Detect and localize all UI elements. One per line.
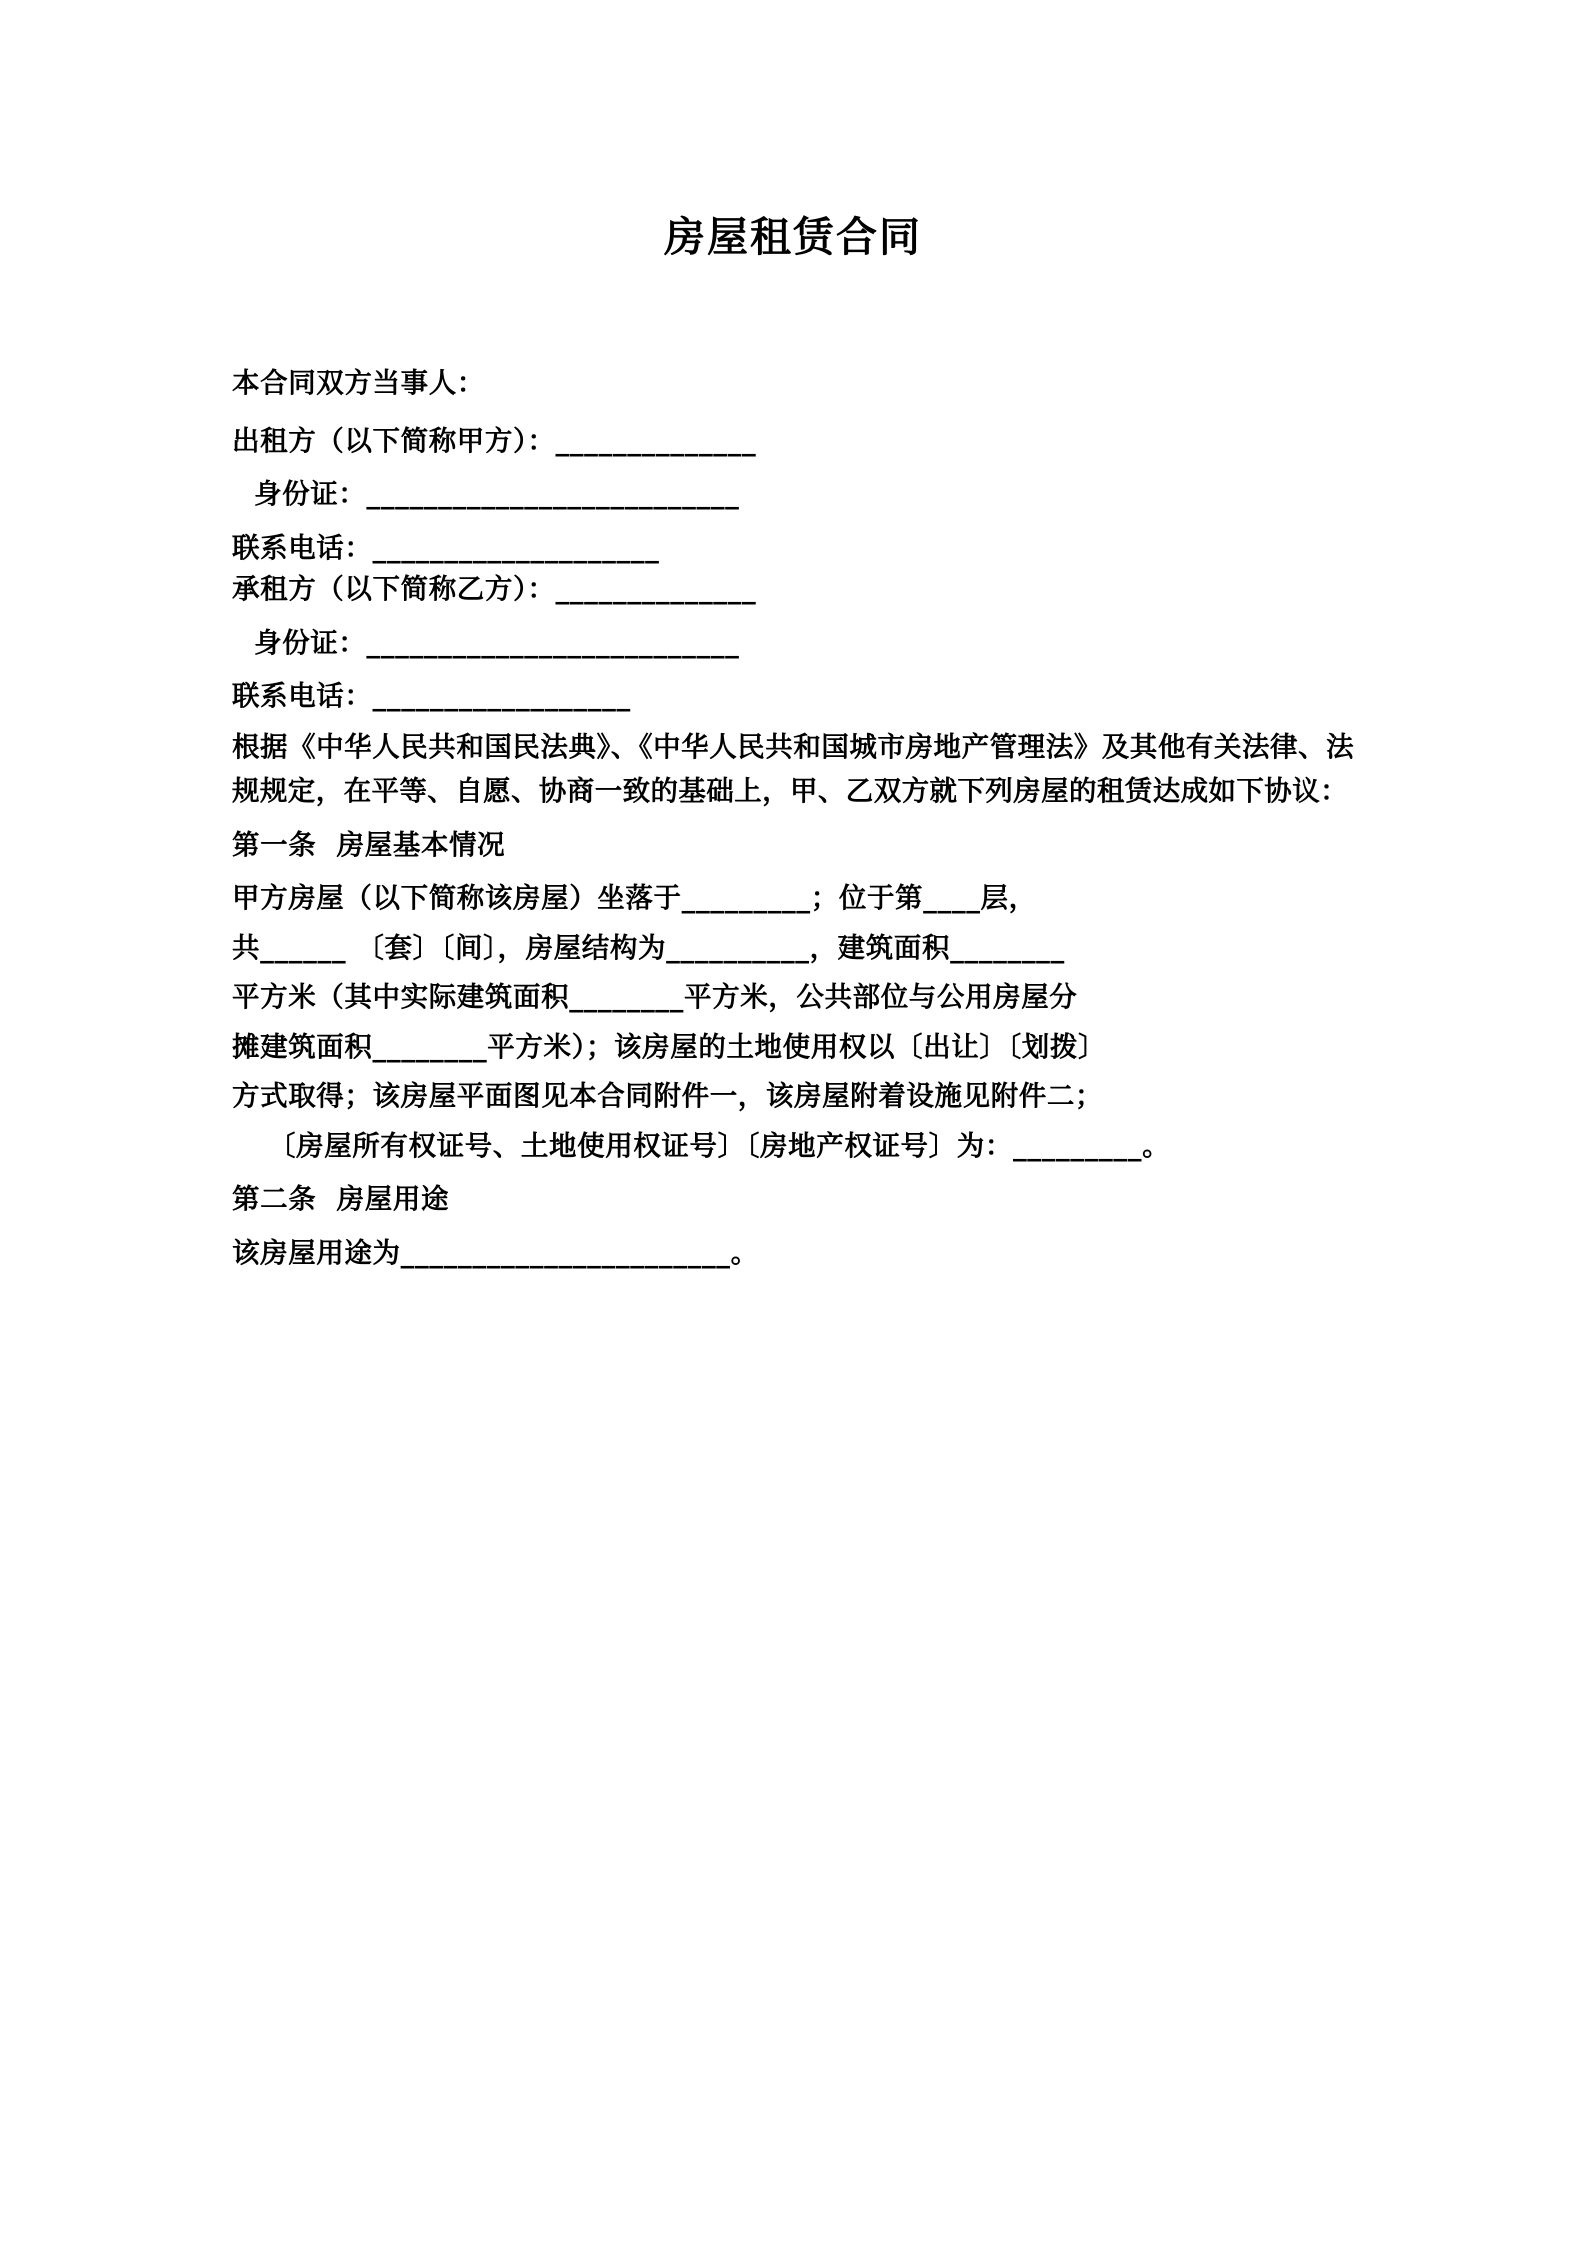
article-1-line-4: 摊建筑面积________平方米）；该房屋的土地使用权以〔出让〕〔划拨〕 <box>232 1030 1107 1063</box>
article-1-line-2: 共______ 〔套〕〔间〕，房屋结构为__________，建筑面积________ <box>232 931 1065 964</box>
legal-basis-paragraph: 根据《中华人民共和国民法典》、《中华人民共和国城市房地产管理法》及其他有关法律、法规规定，在平等、自愿、协商一致的基础上，甲、乙双方就下列房屋的租赁达成如下协议： <box>232 730 1354 808</box>
article-1-heading: 第一条 房屋基本情况 <box>232 828 506 861</box>
article-1-line-1: 甲方房屋（以下简称该房屋）坐落于_________；位于第____层， <box>232 882 1037 915</box>
lessee-id-line: 身份证：__________________________ <box>254 626 740 659</box>
article-2-body: 该房屋用途为_______________________。 <box>232 1236 759 1269</box>
parties-heading: 本合同双方当事人： <box>232 367 485 400</box>
article-2-heading: 第二条 房屋用途 <box>232 1183 450 1216</box>
lessor-id-line: 身份证：__________________________ <box>254 478 740 511</box>
lessee-line: 承租方（以下简称乙方）：______________ <box>232 573 757 606</box>
lessee-phone-line: 联系电话：__________________ <box>232 680 631 713</box>
lessor-line: 出租方（以下简称甲方）：______________ <box>232 424 757 457</box>
article-1-line-5: 方式取得；该房屋平面图见本合同附件一，该房屋附着设施见附件二； <box>232 1080 1104 1113</box>
page-title: 房屋租赁合同 <box>664 213 922 261</box>
article-1-line-6: 〔房屋所有权证号、土地使用权证号〕〔房地产权证号〕为：_________。 <box>268 1129 1171 1162</box>
article-1-line-3: 平方米（其中实际建筑面积________平方米，公共部位与公用房屋分 <box>232 981 1078 1014</box>
lessor-phone-line: 联系电话：____________________ <box>232 531 660 564</box>
